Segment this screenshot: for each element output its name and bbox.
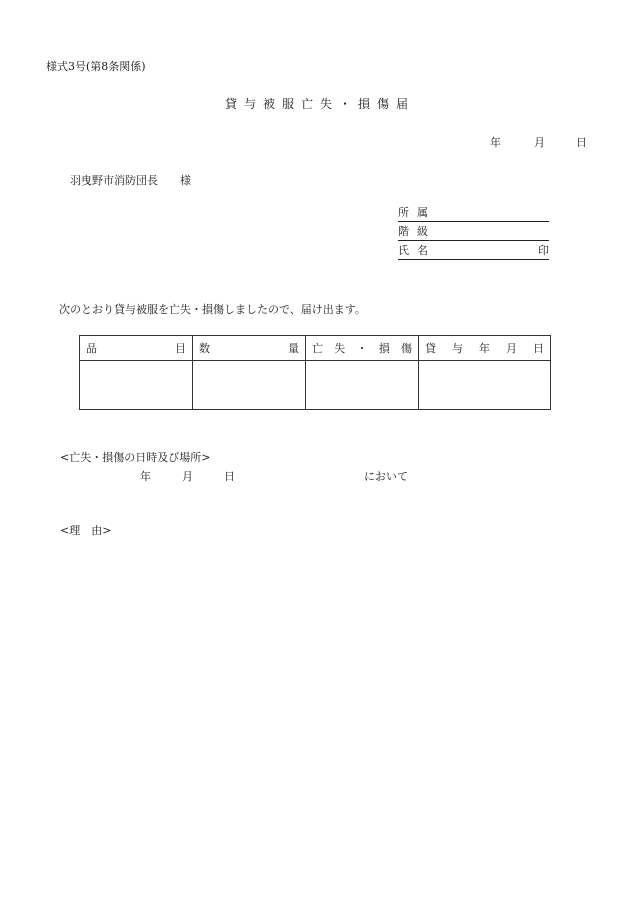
name-label: 氏名 <box>398 244 436 257</box>
header-loan-date-char: 月 <box>506 342 517 355</box>
occurrence-date <box>140 468 235 484</box>
rank-field[interactable] <box>398 224 549 241</box>
month-label: 月 <box>534 136 545 149</box>
header-quantity <box>193 336 306 361</box>
rank-label: 階級 <box>398 225 436 238</box>
header-quantity-char: 数 <box>199 342 210 355</box>
status-cell[interactable] <box>306 361 419 410</box>
name-field[interactable] <box>398 243 549 260</box>
header-item-char: 品 <box>86 342 97 355</box>
document-title: 貸与被服亡失・損傷届 <box>224 97 415 111</box>
reason-heading: <理 由> <box>60 524 112 537</box>
header-loan-date-char: 日 <box>533 342 544 355</box>
year-label: 年 <box>490 136 501 149</box>
header-loan-date-char: 貸 <box>425 342 436 355</box>
occurrence-month-label: 月 <box>182 470 193 483</box>
header-item-char: 目 <box>175 342 186 355</box>
occurrence-day-label: 日 <box>224 470 235 483</box>
recipient-name: 羽曳野市消防団長 <box>70 174 158 187</box>
table-row <box>80 361 551 410</box>
item-cell[interactable] <box>80 361 193 410</box>
header-loan-date-char: 与 <box>452 342 463 355</box>
loan-date-cell[interactable] <box>419 361 551 410</box>
header-item <box>80 336 193 361</box>
header-quantity-char: 量 <box>288 342 299 355</box>
occurrence-place-suffix: において <box>364 470 408 483</box>
header-loan-date-char: 年 <box>479 342 490 355</box>
affiliation-field[interactable] <box>398 205 549 222</box>
header-status-char: 損 <box>378 342 390 355</box>
seal-label: 印 <box>538 244 549 257</box>
day-label: 日 <box>576 136 587 149</box>
table-header-row <box>80 336 551 361</box>
header-loan-date <box>419 336 551 361</box>
header-status-char: 傷 <box>401 342 412 355</box>
occurrence-heading: <亡失・損傷の日時及び場所> <box>60 451 211 464</box>
affiliation-label: 所属 <box>398 206 436 219</box>
recipient <box>70 172 191 188</box>
recipient-honorific: 様 <box>180 174 191 187</box>
items-table <box>79 335 551 410</box>
form-number: 様式3号(第8条関係) <box>46 60 146 73</box>
header-status <box>306 336 419 361</box>
occurrence-year-label: 年 <box>140 470 151 483</box>
header-status-char: 失 <box>334 342 346 355</box>
header-status-char: 亡 <box>312 342 323 355</box>
quantity-cell[interactable] <box>193 361 306 410</box>
statement-text: 次のとおり貸与被服を亡失・損傷しましたので、届け出ます。 <box>59 303 366 316</box>
header-status-char: ・ <box>356 342 368 355</box>
submission-date <box>490 134 587 150</box>
